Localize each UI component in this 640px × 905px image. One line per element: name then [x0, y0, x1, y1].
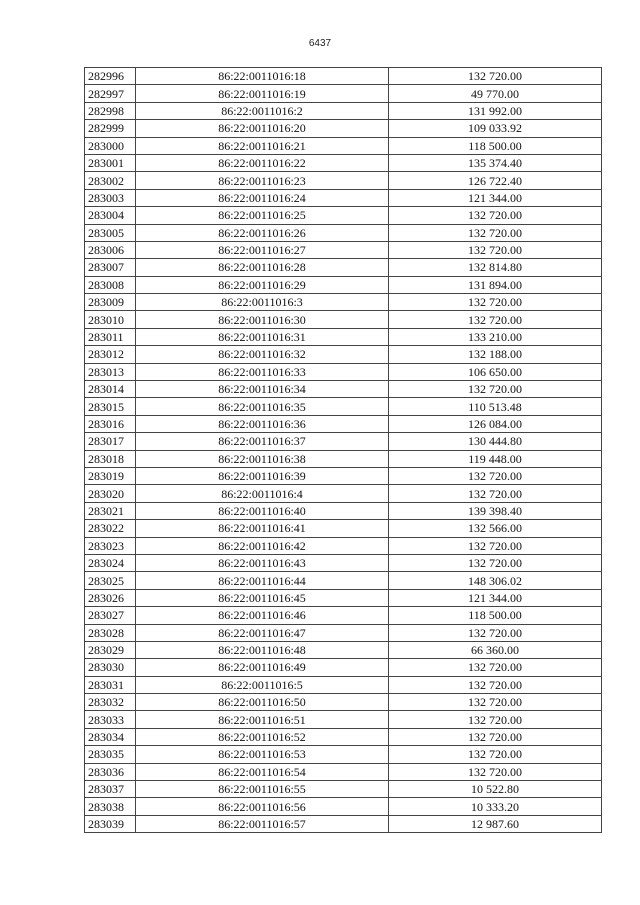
- cadastral-value-cell: 131 992.00: [389, 102, 602, 119]
- record-id-cell: 283006: [85, 241, 136, 258]
- table-row: [85, 520, 602, 537]
- record-id-cell: 283032: [85, 694, 136, 711]
- table-row: [85, 624, 602, 641]
- record-id-cell: 283025: [85, 572, 136, 589]
- cadastral-value-cell: 132 720.00: [389, 728, 602, 745]
- record-id-cell: 283027: [85, 607, 136, 624]
- cadastral-number-cell: 86:22:0011016:35: [136, 398, 389, 415]
- table-row: [85, 746, 602, 763]
- record-id-cell: 283021: [85, 502, 136, 519]
- cadastral-number-cell: 86:22:0011016:57: [136, 815, 389, 832]
- cadastral-value-cell: 132 720.00: [389, 241, 602, 258]
- cadastral-value-cell: 132 814.80: [389, 259, 602, 276]
- table-row: [85, 798, 602, 815]
- cadastral-value-cell: 106 650.00: [389, 363, 602, 380]
- table-row: [85, 207, 602, 224]
- cadastral-number-cell: 86:22:0011016:53: [136, 746, 389, 763]
- cadastral-number-cell: 86:22:0011016:34: [136, 381, 389, 398]
- table-body: [85, 68, 602, 833]
- record-id-cell: 283014: [85, 381, 136, 398]
- table-row: [85, 259, 602, 276]
- cadastral-value-cell: 132 720.00: [389, 676, 602, 693]
- table-row: [85, 763, 602, 780]
- cadastral-value-cell: 132 720.00: [389, 68, 602, 85]
- table-row: [85, 485, 602, 502]
- record-id-cell: 283008: [85, 276, 136, 293]
- cadastral-number-cell: 86:22:0011016:32: [136, 346, 389, 363]
- cadastral-number-cell: 86:22:0011016:24: [136, 189, 389, 206]
- cadastral-number-cell: 86:22:0011016:26: [136, 224, 389, 241]
- record-id-cell: 283011: [85, 328, 136, 345]
- record-id-cell: 283039: [85, 815, 136, 832]
- record-id-cell: 283015: [85, 398, 136, 415]
- cadastral-value-cell: 132 188.00: [389, 346, 602, 363]
- record-id-cell: 283003: [85, 189, 136, 206]
- table-row: [85, 154, 602, 171]
- cadastral-number-cell: 86:22:0011016:54: [136, 763, 389, 780]
- record-id-cell: 283017: [85, 433, 136, 450]
- record-id-cell: 283036: [85, 763, 136, 780]
- cadastral-value-cell: 119 448.00: [389, 450, 602, 467]
- cadastral-number-cell: 86:22:0011016:46: [136, 607, 389, 624]
- record-id-cell: 283029: [85, 641, 136, 658]
- table-row: [85, 137, 602, 154]
- table-row: [85, 415, 602, 432]
- table-row: [85, 676, 602, 693]
- cadastral-number-cell: 86:22:0011016:23: [136, 172, 389, 189]
- cadastral-value-cell: 132 720.00: [389, 554, 602, 571]
- cadastral-number-cell: 86:22:0011016:31: [136, 328, 389, 345]
- record-id-cell: 283028: [85, 624, 136, 641]
- record-id-cell: 283022: [85, 520, 136, 537]
- record-id-cell: 283001: [85, 154, 136, 171]
- table-row: [85, 398, 602, 415]
- cadastral-number-cell: 86:22:0011016:45: [136, 589, 389, 606]
- table-row: [85, 694, 602, 711]
- cadastral-value-cell: 133 210.00: [389, 328, 602, 345]
- table-row: [85, 711, 602, 728]
- record-id-cell: 283013: [85, 363, 136, 380]
- cadastral-value-cell: 110 513.48: [389, 398, 602, 415]
- table-row: [85, 68, 602, 85]
- cadastral-number-cell: 86:22:0011016:49: [136, 659, 389, 676]
- cadastral-value-cell: 131 894.00: [389, 276, 602, 293]
- cadastral-number-cell: 86:22:0011016:52: [136, 728, 389, 745]
- table-row: [85, 311, 602, 328]
- cadastral-number-cell: 86:22:0011016:38: [136, 450, 389, 467]
- cadastral-number-cell: 86:22:0011016:48: [136, 641, 389, 658]
- table-row: [85, 659, 602, 676]
- page-number: 6437: [308, 38, 332, 49]
- record-id-cell: 283004: [85, 207, 136, 224]
- record-id-cell: 283000: [85, 137, 136, 154]
- cadastral-value-cell: 66 360.00: [389, 641, 602, 658]
- table-row: [85, 294, 602, 311]
- table-row: [85, 502, 602, 519]
- cadastral-number-cell: 86:22:0011016:29: [136, 276, 389, 293]
- table-row: [85, 224, 602, 241]
- cadastral-number-cell: 86:22:0011016:44: [136, 572, 389, 589]
- table-row: [85, 554, 602, 571]
- table-row: [85, 815, 602, 832]
- cadastral-value-cell: 109 033.92: [389, 120, 602, 137]
- cadastral-number-cell: 86:22:0011016:22: [136, 154, 389, 171]
- record-id-cell: 283037: [85, 781, 136, 798]
- table-row: [85, 85, 602, 102]
- cadastral-value-cell: 126 084.00: [389, 415, 602, 432]
- cadastral-value-cell: 139 398.40: [389, 502, 602, 519]
- table-row: [85, 537, 602, 554]
- record-id-cell: 283023: [85, 537, 136, 554]
- cadastral-number-cell: 86:22:0011016:28: [136, 259, 389, 276]
- cadastral-number-cell: 86:22:0011016:33: [136, 363, 389, 380]
- cadastral-value-cell: 118 500.00: [389, 137, 602, 154]
- table-row: [85, 450, 602, 467]
- table-row: [85, 781, 602, 798]
- table-row: [85, 467, 602, 484]
- table-row: [85, 363, 602, 380]
- record-id-cell: 283012: [85, 346, 136, 363]
- cadastral-number-cell: 86:22:0011016:2: [136, 102, 389, 119]
- cadastral-value-cell: 132 720.00: [389, 659, 602, 676]
- record-id-cell: 283035: [85, 746, 136, 763]
- record-id-cell: 283020: [85, 485, 136, 502]
- table-row: [85, 433, 602, 450]
- cadastral-number-cell: 86:22:0011016:18: [136, 68, 389, 85]
- cadastral-value-cell: 132 720.00: [389, 485, 602, 502]
- table-row: [85, 381, 602, 398]
- cadastral-number-cell: 86:22:0011016:51: [136, 711, 389, 728]
- cadastral-number-cell: 86:22:0011016:21: [136, 137, 389, 154]
- record-id-cell: 283007: [85, 259, 136, 276]
- record-id-cell: 283019: [85, 467, 136, 484]
- table-row: [85, 328, 602, 345]
- table-row: [85, 241, 602, 258]
- cadastral-value-cell: 121 344.00: [389, 189, 602, 206]
- cadastral-number-cell: 86:22:0011016:27: [136, 241, 389, 258]
- cadastral-value-cell: 135 374.40: [389, 154, 602, 171]
- record-id-cell: 283034: [85, 728, 136, 745]
- record-id-cell: 283026: [85, 589, 136, 606]
- cadastral-value-cell: 126 722.40: [389, 172, 602, 189]
- cadastral-value-cell: 132 720.00: [389, 311, 602, 328]
- record-id-cell: 283024: [85, 554, 136, 571]
- cadastral-value-cell: 118 500.00: [389, 607, 602, 624]
- cadastral-value-cell: 130 444.80: [389, 433, 602, 450]
- cadastral-number-cell: 86:22:0011016:39: [136, 467, 389, 484]
- cadastral-number-cell: 86:22:0011016:41: [136, 520, 389, 537]
- cadastral-value-cell: 132 720.00: [389, 467, 602, 484]
- cadastral-value-cell: 132 720.00: [389, 763, 602, 780]
- cadastral-value-cell: 132 720.00: [389, 207, 602, 224]
- table-row: [85, 276, 602, 293]
- cadastral-number-cell: 86:22:0011016:50: [136, 694, 389, 711]
- cadastral-value-cell: 132 720.00: [389, 746, 602, 763]
- record-id-cell: 282997: [85, 85, 136, 102]
- table-row: [85, 607, 602, 624]
- cadastral-number-cell: 86:22:0011016:43: [136, 554, 389, 571]
- cadastral-value-cell: 132 720.00: [389, 624, 602, 641]
- table-row: [85, 572, 602, 589]
- record-id-cell: 283016: [85, 415, 136, 432]
- record-id-cell: 283005: [85, 224, 136, 241]
- cadastral-value-table: [84, 67, 602, 833]
- record-id-cell: 283018: [85, 450, 136, 467]
- cadastral-number-cell: 86:22:0011016:25: [136, 207, 389, 224]
- record-id-cell: 283010: [85, 311, 136, 328]
- cadastral-number-cell: 86:22:0011016:5: [136, 676, 389, 693]
- cadastral-value-cell: 132 566.00: [389, 520, 602, 537]
- cadastral-number-cell: 86:22:0011016:3: [136, 294, 389, 311]
- cadastral-number-cell: 86:22:0011016:37: [136, 433, 389, 450]
- cadastral-value-cell: 132 720.00: [389, 381, 602, 398]
- cadastral-number-cell: 86:22:0011016:4: [136, 485, 389, 502]
- cadastral-value-cell: 12 987.60: [389, 815, 602, 832]
- cadastral-number-cell: 86:22:0011016:20: [136, 120, 389, 137]
- record-id-cell: 282996: [85, 68, 136, 85]
- cadastral-number-cell: 86:22:0011016:36: [136, 415, 389, 432]
- cadastral-number-cell: 86:22:0011016:55: [136, 781, 389, 798]
- cadastral-number-cell: 86:22:0011016:47: [136, 624, 389, 641]
- table-row: [85, 728, 602, 745]
- cadastral-value-cell: 49 770.00: [389, 85, 602, 102]
- record-id-cell: 282998: [85, 102, 136, 119]
- cadastral-value-cell: 148 306.02: [389, 572, 602, 589]
- record-id-cell: 283002: [85, 172, 136, 189]
- table-row: [85, 641, 602, 658]
- cadastral-value-cell: 132 720.00: [389, 537, 602, 554]
- table-row: [85, 172, 602, 189]
- table-row: [85, 189, 602, 206]
- table-row: [85, 346, 602, 363]
- cadastral-value-cell: 132 720.00: [389, 694, 602, 711]
- cadastral-number-cell: 86:22:0011016:42: [136, 537, 389, 554]
- record-id-cell: 283030: [85, 659, 136, 676]
- cadastral-value-cell: 132 720.00: [389, 224, 602, 241]
- table-row: [85, 589, 602, 606]
- cadastral-value-cell: 121 344.00: [389, 589, 602, 606]
- cadastral-number-cell: 86:22:0011016:30: [136, 311, 389, 328]
- cadastral-number-cell: 86:22:0011016:19: [136, 85, 389, 102]
- table-row: [85, 120, 602, 137]
- record-id-cell: 283009: [85, 294, 136, 311]
- cadastral-value-cell: 132 720.00: [389, 294, 602, 311]
- cadastral-value-cell: 132 720.00: [389, 711, 602, 728]
- record-id-cell: 283038: [85, 798, 136, 815]
- table-row: [85, 102, 602, 119]
- cadastral-number-cell: 86:22:0011016:56: [136, 798, 389, 815]
- record-id-cell: 283031: [85, 676, 136, 693]
- record-id-cell: 282999: [85, 120, 136, 137]
- cadastral-value-cell: 10 333.20: [389, 798, 602, 815]
- cadastral-number-cell: 86:22:0011016:40: [136, 502, 389, 519]
- cadastral-value-cell: 10 522.80: [389, 781, 602, 798]
- record-id-cell: 283033: [85, 711, 136, 728]
